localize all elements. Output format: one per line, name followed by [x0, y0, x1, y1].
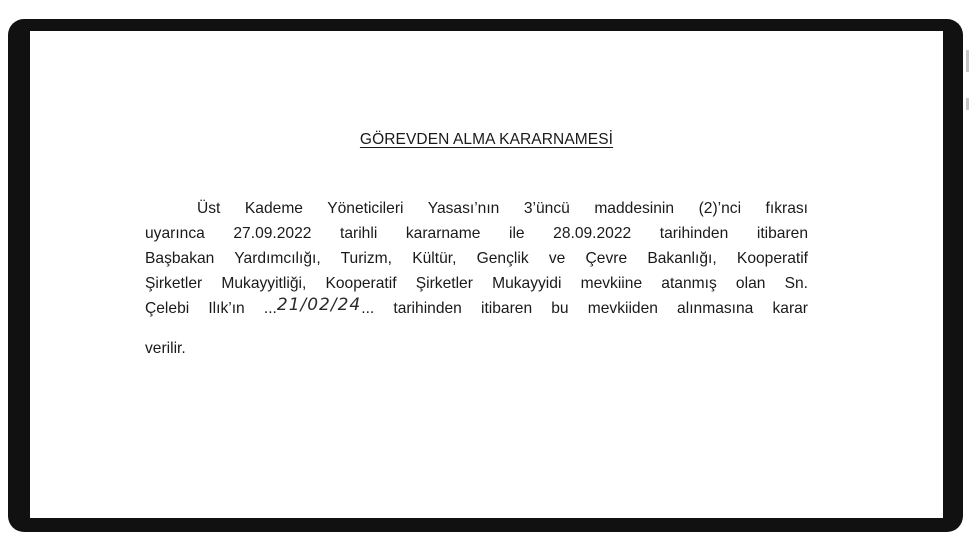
- handwritten-date: 21/02/24: [276, 295, 362, 315]
- body-line-final: verilir.: [145, 340, 186, 357]
- scan-edge-mark: [966, 98, 969, 110]
- document-body: [145, 196, 808, 321]
- body-line: Başbakan Yardımcılığı, Turizm, Kültür, Gençlik ve Çevre Bakanlığı, Kooperatif: [145, 250, 808, 267]
- document-title: GÖREVDEN ALMA KARARNAMESİ: [359, 131, 614, 148]
- body-line: Şirketler Mukayyitliği, Kooperatif Şirketler Mukayyidi mevkiine atanmış olan Sn.: [145, 275, 808, 292]
- body-line: uyarınca 27.09.2022 tarihli kararname ile 28.09.2022 tarihinden itibaren: [145, 225, 808, 242]
- scan-edge-mark: [966, 50, 969, 72]
- body-line-date: Çelebi Ilık’ın ...21/02/24... tarihinden itibaren bu mevkiiden alınmasına karar: [145, 295, 808, 317]
- document-page: [30, 31, 943, 518]
- body-line: Üst Kademe Yöneticileri Yasası’nın 3’üncü maddesinin (2)’nci fıkrası: [197, 200, 808, 217]
